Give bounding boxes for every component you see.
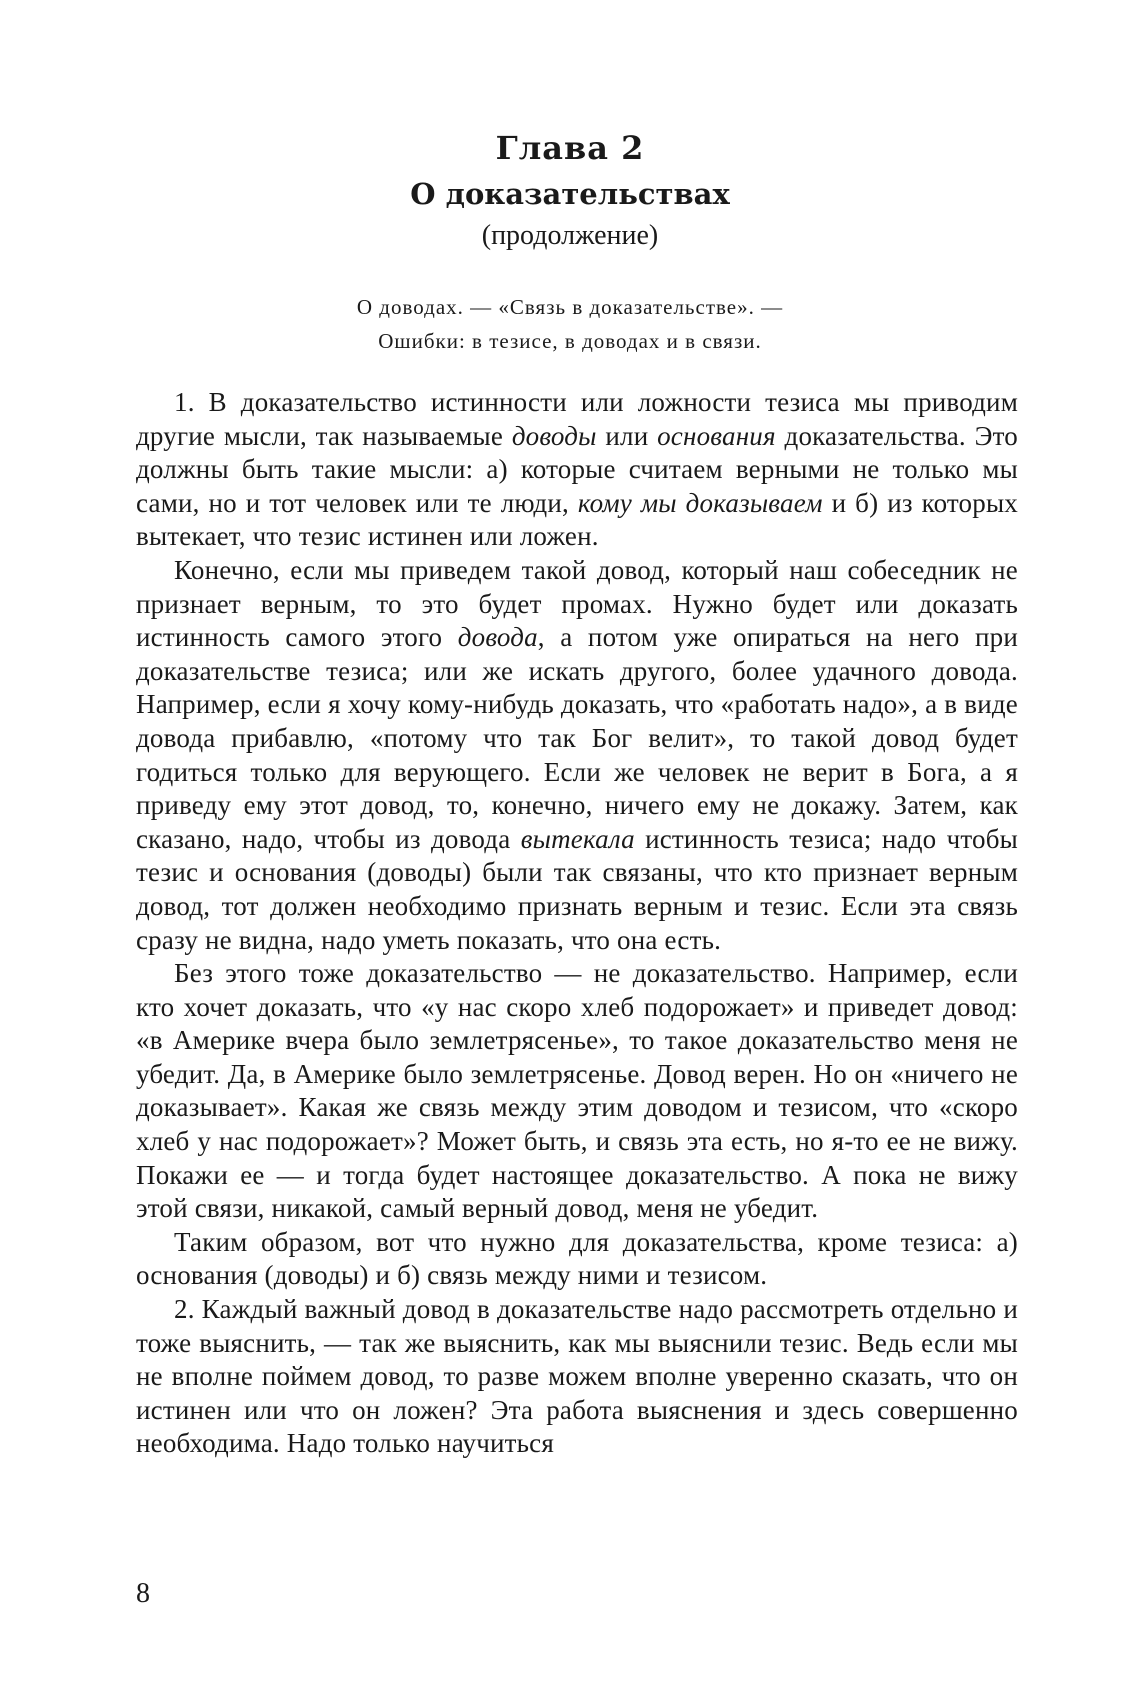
italic-term: довода [457, 622, 538, 653]
italic-term: основания [657, 420, 776, 451]
page-number: 8 [136, 1578, 150, 1609]
chapter-title: О доказательствах [410, 177, 730, 211]
chapter-heading [0, 128, 1140, 254]
paragraph-1: 1. В доказательство истинности или ложности тезиса мы приводим другие мысли, так называемые доводы или основания доказательства. Это должны быть такие мысли: а) которые считаем верными не только мы сами, но и тот человек или те люди, кому мы доказываем и б) из которых вытекает, что тезис истинен или ложен. [136, 387, 1018, 552]
italic-term: доводы [511, 420, 597, 451]
paragraph-5: 2. Каждый важный довод в доказательстве надо рассмотреть отдельно и тоже выяснить, — так же выяснить, как мы выяснили тезис. Ведь если мы не вполне поймем довод, то разве можем вполне уверенно сказать, что он истинен или что он ложен? Эта работа выяснения и здесь совершенно необходима. Надо только научиться [136, 1294, 1018, 1459]
chapter-synopsis [0, 290, 1140, 358]
synopsis-line: Ошибки: в тезисе, в доводах и в связи. [378, 329, 762, 353]
italic-term: кому мы доказываем [577, 487, 823, 518]
paragraph-4: Таким образом, вот что нужно для доказательства, кроме тезиса: а) основания (доводы) и б) связь между ними и тезисом. [136, 1226, 1018, 1291]
chapter-subtitle: (продолжение) [481, 220, 659, 251]
paragraph-3: Без этого тоже доказательство — не доказательство. Например, если кто хочет доказать, что «у нас скоро хлеб подорожает» и приведет довод: «в Америке вчера было землетрясенье», то такое доказательство меня не убедит. Да, в Америке было землетрясенье. Довод верен. Но он «ничего не доказывает». Какая же связь между этим доводом и тезисом, что «скоро хлеб у нас подорожает»? Может быть, и связь эта есть, но я-то ее не вижу. Покажи ее — и тогда будет настоящее доказательство. А пока не вижу этой связи, никакой, самый верный довод, меня не убедит. [136, 958, 1018, 1224]
chapter-number: Глава 2 [495, 129, 645, 167]
italic-term: вытекала [520, 823, 635, 854]
paragraph-2: Конечно, если мы приведем такой довод, который наш собеседник не признает верным, то это будет промах. Нужно будет или доказать истинность самого этого довода, а потом уже опираться на него при доказательстве тезиса; или же искать другого, более удачного довода. Например, если я хочу кому-нибудь доказать, что «работать надо», а в виде довода прибавлю, «потому что так Бог велит», то такой довод будет годиться только для верующего. Если же человек не верит в Бога, а я приведу ему этот довод, то, конечно, ничего ему не докажу. Затем, как сказано, надо, чтобы из довода вытекала истинность тезиса; надо чтобы тезис и основания (доводы) были так связаны, что кто признает верным довод, тот должен необходимо признать верным и тезис. Если эта связь сразу не видна, надо уметь показать, что она есть. [136, 554, 1019, 955]
body-text [136, 386, 1018, 1461]
synopsis-line: О доводах. — «Связь в доказательстве». — [356, 295, 784, 319]
